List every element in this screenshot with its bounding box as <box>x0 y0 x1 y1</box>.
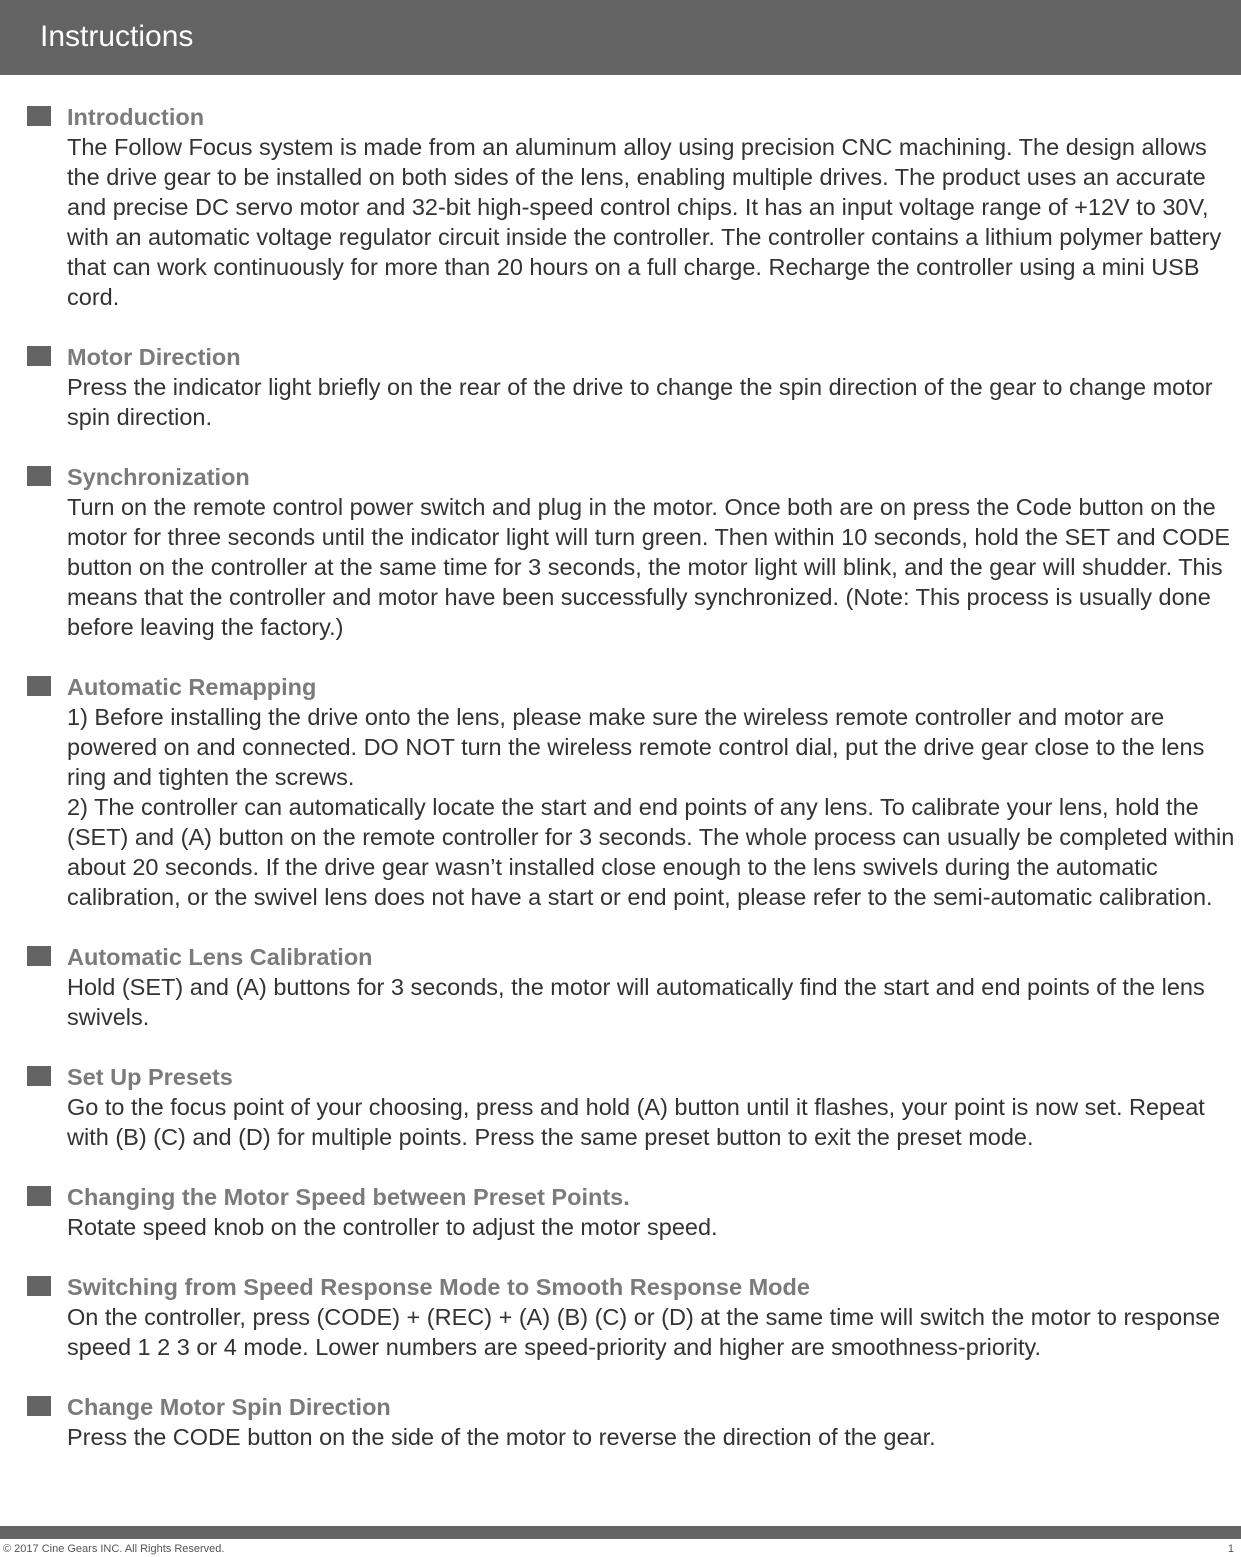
section-paragraph: Press the CODE button on the side of the motor to reverse the direction of the gear. <box>67 1424 936 1450</box>
section-automatic-remapping <box>0 672 1241 912</box>
section-paragraph: The Follow Focus system is made from an aluminum alloy using precision CNC machining. The design allows the drive gear to be installed on both sides of the lens, enabling multiple drives. The product uses an accurate and precise DC servo motor and 32-bit high-speed control chips. It has an input voltage range of +12V to 30V, with an automatic voltage regulator circuit inside the controller. The controller contains a lithium polymer battery that can work continuously for more than 20 hours on a full charge. Recharge the controller using a mini USB cord. <box>67 134 1222 310</box>
footer-bar <box>0 1526 1241 1539</box>
section-bullet-icon <box>27 1276 51 1296</box>
section-changing-motor-speed <box>0 1182 1241 1242</box>
section-heading: Introduction <box>67 104 205 130</box>
page-number: 1 <box>1227 1543 1234 1555</box>
section-set-up-presets <box>0 1062 1241 1152</box>
section-heading: Change Motor Spin Direction <box>67 1394 391 1420</box>
header-bar <box>0 0 1241 75</box>
section-heading: Synchronization <box>67 464 250 490</box>
section-paragraph: 2) The controller can automatically locate the start and end points of any lens. To calibrate your lens, hold the (SET) and (A) button on the remote controller for 3 seconds. The whole process can usually be completed within about 20 seconds. If the drive gear wasn’t installed close enough to the lens swivels during the automatic calibration, or the swivel lens does not have a start or end point, please refer to the semi-automatic calibration. <box>67 794 1235 910</box>
section-bullet-icon <box>27 346 51 366</box>
section-paragraph: Press the indicator light briefly on the rear of the drive to change the spin direction of the gear to change motor spin direction. <box>67 374 1213 430</box>
section-bullet-icon <box>27 1186 51 1206</box>
section-synchronization <box>0 462 1241 642</box>
instruction-sections <box>0 102 1241 1482</box>
section-change-motor-spin-direction <box>0 1392 1241 1452</box>
section-bullet-icon <box>27 106 51 126</box>
section-bullet-icon <box>27 676 51 696</box>
section-automatic-lens-calibration <box>0 942 1241 1032</box>
section-paragraph: Hold (SET) and (A) buttons for 3 seconds, the motor will automatically find the start and end points of the lens swivels. <box>67 974 1205 1030</box>
section-paragraph: On the controller, press (CODE) + (REC) + (A) (B) (C) or (D) at the same time will switch the motor to response speed 1 2 3 or 4 mode. Lower numbers are speed-priority and higher are smoothness-priority. <box>67 1304 1221 1360</box>
section-bullet-icon <box>27 1396 51 1416</box>
section-heading: Set Up Presets <box>67 1064 233 1090</box>
section-heading: Automatic Remapping <box>67 674 317 700</box>
section-heading: Motor Direction <box>67 344 241 370</box>
section-paragraph: Rotate speed knob on the controller to adjust the motor speed. <box>67 1214 718 1240</box>
section-paragraph: Turn on the remote control power switch and plug in the motor. Once both are on press the Code button on the motor for three seconds until the indicator light will turn green. Then within 10 seconds, hold the SET and CODE button on the controller at the same time for 3 seconds, the motor light will blink, and the gear will shudder. This means that the controller and motor have been successfully synchronized. (Note: This process is usually done before leaving the factory.) <box>67 494 1231 640</box>
section-heading: Changing the Motor Speed between Preset Points. <box>67 1184 630 1210</box>
section-bullet-icon <box>27 466 51 486</box>
section-heading: Switching from Speed Response Mode to Smooth Response Mode <box>67 1274 810 1300</box>
section-paragraph: Go to the focus point of your choosing, press and hold (A) button until it flashes, your point is now set. Repeat with (B) (C) and (D) for multiple points. Press the same preset button to exit the preset mode. <box>67 1094 1205 1150</box>
section-bullet-icon <box>27 1066 51 1086</box>
footer-copyright: © 2017 Cine Gears INC. All Rights Reserved. <box>3 1543 225 1555</box>
section-heading: Automatic Lens Calibration <box>67 944 373 970</box>
section-switching-response-mode <box>0 1272 1241 1362</box>
section-paragraph: 1) Before installing the drive onto the lens, please make sure the wireless remote controller and motor are powered on and connected. DO NOT turn the wireless remote control dial, put the drive gear close to the lens ring and tighten the screws. <box>67 704 1205 790</box>
section-motor-direction <box>0 342 1241 432</box>
page-title: Instructions <box>40 20 194 53</box>
section-bullet-icon <box>27 946 51 966</box>
section-introduction <box>0 102 1241 312</box>
